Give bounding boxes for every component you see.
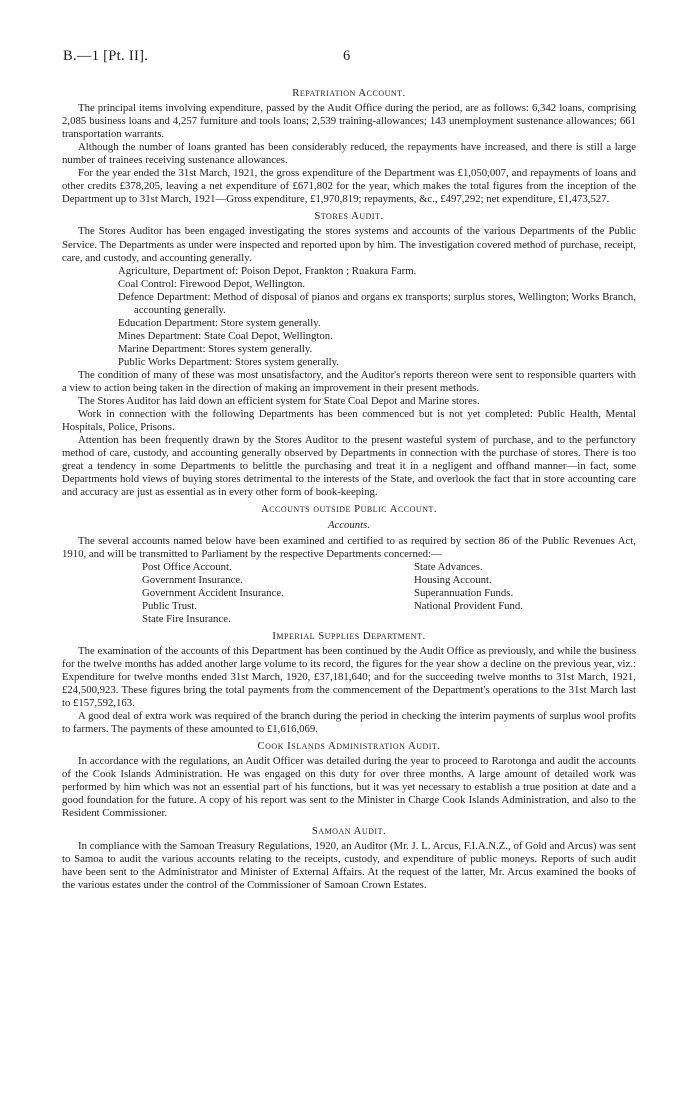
list-item: Public Works Department: Stores system generally. xyxy=(118,355,339,368)
section-heading: Repatriation Account. xyxy=(292,87,406,99)
paragraph: The several accounts named below have been examined and certified to as required by section 86 of the Public Revenues Act, 1910, and will be transmitted to Parliament by the respective Departments concerned:— xyxy=(62,534,636,560)
paragraph: For the year ended the 31st March, 1921, the gross expenditure of the Department was £1,050,007, and repayments of loans and other credits £378,205, leaving a net expenditure of £671,802 for the year, which makes the total figures from the inception of the Department up to 31st March, 1921—Gross expenditure, £1,970,819; repayments, &c., £497,292; net expenditure, £1,473,527. xyxy=(62,167,636,206)
paragraph: The examination of the accounts of this Department has been continued by the Audit Office as previously, and while the business for the twelve months has added another large volume to its record, the figures for the year show a decline on the previous year, viz.: Expenditure for twelve months ended 31st March, 1920, £37,181,640; and for the succeeding twelve months to 31st March, 1921, £24,500,923. These figures bring the total payments from the commencement of the Department's operations to the 31st March last to £157,592,163. xyxy=(62,644,636,710)
page-number: 6 xyxy=(343,48,351,64)
outside-public-account-section xyxy=(62,503,636,625)
section-heading: Imperial Supplies Department. xyxy=(272,629,426,642)
account-item: Post Office Account. xyxy=(142,560,232,573)
account-item: Public Trust. xyxy=(142,599,197,612)
section-subheading: Accounts. xyxy=(327,518,371,531)
account-item: Government Insurance. xyxy=(142,573,243,586)
account-item: National Provident Fund. xyxy=(414,599,523,612)
list-item: Coal Control: Firewood Depot, Wellington. xyxy=(118,277,306,290)
section-heading: Accounts outside Public Account. xyxy=(260,503,438,516)
cook-islands-section xyxy=(62,740,636,820)
account-item: Superannuation Funds. xyxy=(414,586,514,599)
list-item: Mines Department: State Coal Depot, Wellington. xyxy=(118,329,333,342)
paragraph: Work in connection with the following Departments has been commenced but is not yet completed: Public Health, Mental Hospitals, Police, Prisons. xyxy=(62,408,636,434)
account-item: State Advances. xyxy=(414,560,483,573)
section-heading: Cook Islands Administration Audit. xyxy=(257,740,441,753)
account-item: Government Accident Insurance. xyxy=(142,586,284,599)
paragraph: The condition of many of these was most unsatisfactory, and the Auditor's reports thereon were sent to responsible quarters with a view to action being taken in the direction of making an improvement in their present methods. xyxy=(62,368,636,395)
list-item: Marine Department: Stores system generally. xyxy=(118,342,313,355)
document-body xyxy=(62,87,636,892)
section-heading: Samoan Audit. xyxy=(311,824,387,837)
repatriation-section xyxy=(62,87,636,206)
paragraph: Although the number of loans granted has been considerably reduced, the repayments have increased, and there is still a large number of trainees receiving sustenance allowances. xyxy=(62,141,636,167)
list-item: Agriculture, Department of: Poison Depot, Frankton ; Ruakura Farm. xyxy=(118,264,417,277)
paragraph: A good deal of extra work was required of the branch during the period in checking the interim payments of surplus wool profits to farmers. The payments of these amounted to £1,616,069. xyxy=(62,710,636,736)
imperial-supplies-section xyxy=(62,630,636,736)
paragraph: In accordance with the regulations, an Audit Officer was detailed during the year to proceed to Rarotonga and audit the accounts of the Cook Islands Administration. He was engaged on this duty for over three months. A large amount of detailed work was performed by him which was not an essential part of his functions, but it was yet necessary to establish a true position at date and a good foundation for the future. A copy of his report was sent to the Minister in Charge Cook Islands Administration, and also to the Resident Commissioner. xyxy=(62,755,636,820)
department-list xyxy=(118,265,636,369)
account-item: Housing Account. xyxy=(414,573,492,586)
stores-audit-section xyxy=(62,210,636,499)
list-item: Education Department: Store system generally. xyxy=(118,316,321,329)
paragraph: The Stores Auditor has laid down an efficient system for State Coal Depot and Marine stores. xyxy=(78,395,480,408)
samoan-audit-section xyxy=(62,825,636,892)
list-item: Defence Department: Method of disposal of pianos and organs ex transports; surplus stores, Wellington; Works Branch, accounting generally. xyxy=(118,290,636,316)
document-reference: B.—1 [Pt. II]. xyxy=(63,48,149,64)
section-heading: Stores Audit. xyxy=(314,210,384,223)
paragraph: In compliance with the Samoan Treasury Regulations, 1920, an Auditor (Mr. J. L. Arcus, F.I.A.N.Z., of Gold and Arcus) was sent to Samoa to audit the various accounts relating to the receipts, custody, and expenditure of public moneys. Reports of such audit have been sent to the Administrator and Minister of External Affairs. At the request of the latter, Mr. Arcus examined the books of the various estates under the control of the Commissioner of Samoan Crown Estates. xyxy=(62,839,636,891)
account-item: State Fire Insurance. xyxy=(142,612,231,625)
paragraph: The Stores Auditor has been engaged investigating the stores systems and accounts of the various Departments of the Public Service. The Departments as under were inspected and reported upon by him. The investigation covered method of purchase, receipt, care, and custody, and accounting generally. xyxy=(62,225,636,264)
paragraph: The principal items involving expenditure, passed by the Audit Office during the period, are as follows: 6,342 loans, comprising 2,085 business loans and 4,257 furniture and tools loans; 2,539 training-allowances; 143 unemployment sustenance allowances; 661 transportation warrants. xyxy=(62,102,636,141)
accounts-list xyxy=(142,561,636,626)
paragraph: Attention has been frequently drawn by the Stores Auditor to the present wasteful system of purchase, and to the perfunctory method of care, custody, and accounting generally observed by Departments in connection with the purchase of stores. There is too great a tendency in some Departments to belittle the purchasing and treat it in a negligent and offhand manner—in fact, some Departments hold views of buying stores detrimental to the interests of the State, and overlook the fact that in store accounting care and accuracy are just as essential as in every other form of book-keeping. xyxy=(62,434,636,499)
